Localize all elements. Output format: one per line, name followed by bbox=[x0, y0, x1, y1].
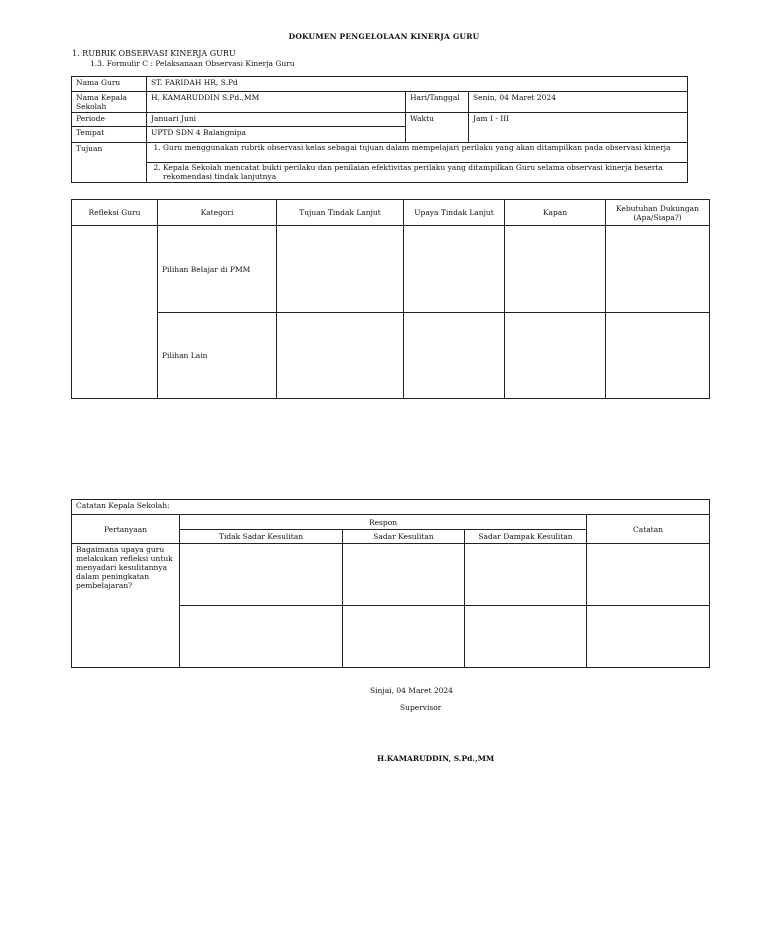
signature-place-date: Sinjai, 04 Maret 2024 bbox=[370, 686, 453, 695]
tujuan-2-text: 2. Kepala Sekolah mencatat bukti perilaku dan penilaian efektivitas perilaku yang ditampilkan Guru selama observasi kinerja beserta rekomendasi tindak lanjutnya bbox=[163, 163, 685, 181]
notes-title: Catatan Kepala Sekolah: bbox=[72, 500, 710, 515]
signature-name: H.KAMARUDDIN, S.Pd.,MM bbox=[377, 754, 495, 763]
pertanyaan-header: Pertanyaan bbox=[72, 515, 180, 544]
tujuan-item-2 bbox=[147, 163, 688, 183]
table-cell[interactable] bbox=[180, 606, 343, 668]
tujuan-1-text: 1. Guru menggunakan rubrik observasi kelas sebagai tujuan dalam mempelajari perilaku yang akan ditampilkan pada observasi kinerja bbox=[163, 143, 685, 152]
kepala-sekolah-label: Nama Kepala Sekolah bbox=[72, 92, 147, 113]
nama-guru-value: ST. FARIDAH HR, S.Pd bbox=[147, 77, 688, 92]
tidak-sadar-kesulitan-header: Tidak Sadar Kesulitan bbox=[180, 530, 343, 544]
table-cell[interactable] bbox=[505, 313, 606, 399]
tempat-label: Tempat bbox=[72, 127, 147, 143]
waktu-value: Jam I - III bbox=[469, 113, 688, 143]
col-kategori: Kategori bbox=[158, 200, 277, 226]
hari-tanggal-label: Hari/Tanggal bbox=[406, 92, 469, 113]
tempat-value: UPTD SDN 4 Balangnipa bbox=[147, 127, 406, 143]
table-cell[interactable] bbox=[343, 606, 465, 668]
col-tujuan-tindak-lanjut: Tujuan Tindak Lanjut bbox=[277, 200, 404, 226]
table-cell[interactable] bbox=[505, 226, 606, 313]
periode-value: Januari Juni bbox=[147, 113, 406, 127]
col-kebutuhan-dukungan: Kebutuhan Dukungan (Apa/Siapa?) bbox=[606, 200, 710, 226]
kategori-lain: Pilihan Lain bbox=[158, 313, 277, 399]
table-cell[interactable] bbox=[277, 313, 404, 399]
table-cell[interactable] bbox=[180, 544, 343, 606]
table-cell[interactable] bbox=[606, 226, 710, 313]
table-cell[interactable] bbox=[465, 544, 587, 606]
identity-table bbox=[71, 76, 688, 183]
catatan-header: Catatan bbox=[587, 515, 710, 544]
table-cell[interactable] bbox=[404, 226, 505, 313]
table-cell[interactable] bbox=[343, 544, 465, 606]
kepala-sekolah-value: H. KAMARUDDIN S.Pd.,MM bbox=[147, 92, 406, 113]
table-cell[interactable] bbox=[606, 313, 710, 399]
signature-role: Supervisor bbox=[400, 703, 442, 712]
nama-guru-label: Nama Guru bbox=[72, 77, 147, 92]
tujuan-item-1 bbox=[147, 143, 688, 163]
table-cell[interactable] bbox=[587, 544, 710, 606]
hari-tanggal-value: Senin, 04 Maret 2024 bbox=[469, 92, 688, 113]
reflection-table bbox=[71, 199, 710, 399]
sadar-kesulitan-header: Sadar Kesulitan bbox=[343, 530, 465, 544]
table-cell[interactable] bbox=[587, 606, 710, 668]
col-upaya-tindak-lanjut: Upaya Tindak Lanjut bbox=[404, 200, 505, 226]
section-heading: 1. RUBRIK OBSERVASI KINERJA GURU bbox=[72, 49, 236, 58]
col-refleksi-guru: Refleksi Guru bbox=[72, 200, 158, 226]
table-cell[interactable] bbox=[277, 226, 404, 313]
question-cell: Bagaimana upaya guru melakukan refleksi untuk menyadari kesulitannya dalam peningkatan pembelajaran? bbox=[72, 544, 180, 668]
sadar-dampak-kesulitan-header: Sadar Dampak Kesulitan bbox=[465, 530, 587, 544]
respon-header: Respon bbox=[180, 515, 587, 530]
tujuan-label: Tujuan bbox=[72, 143, 147, 183]
subsection-heading: 1.3. Formulir C : Pelaksanaan Observasi Kinerja Guru bbox=[90, 59, 295, 68]
table-cell[interactable] bbox=[465, 606, 587, 668]
table-cell[interactable] bbox=[404, 313, 505, 399]
col-kapan: Kapan bbox=[505, 200, 606, 226]
periode-label: Periode bbox=[72, 113, 147, 127]
kategori-pmm: Pilihan Belajar di PMM bbox=[158, 226, 277, 313]
waktu-label: Waktu bbox=[406, 113, 469, 143]
notes-table bbox=[71, 499, 710, 668]
refleksi-guru-cell[interactable] bbox=[72, 226, 158, 399]
document-title: DOKUMEN PENGELOLAAN KINERJA GURU bbox=[288, 32, 480, 41]
